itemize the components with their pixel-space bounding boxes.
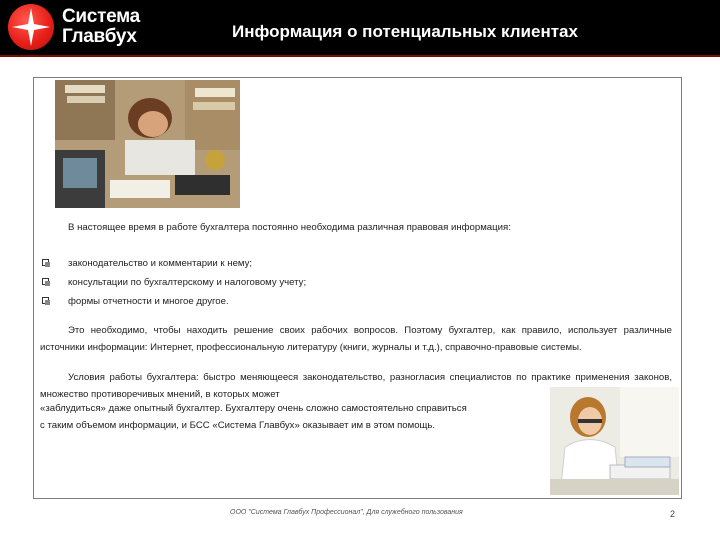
list-item: [42, 273, 642, 292]
paragraph-conditions: Условия работы бухгалтера: быстро меняющееся законодательство, разногласия специалистов по практике применения законов, множество противоречивых мнений, в которых может: [40, 372, 672, 400]
accountant-at-desk-photo: [550, 387, 679, 495]
brand-logo: [8, 4, 140, 50]
checkbox-bullet-icon: [42, 278, 49, 285]
footer-text: ООО "Система Главбух Профессионал", Для служебного пользования: [230, 509, 463, 516]
header-divider: [0, 55, 720, 57]
logo-line-2: Главбух: [62, 26, 137, 47]
info-list: [42, 254, 642, 311]
list-item-text: формы отчетности и многое другое.: [68, 296, 229, 307]
page-number: 2: [670, 509, 676, 519]
list-item: [42, 292, 642, 311]
star-logo-icon: [8, 4, 54, 50]
paragraph-conditions-continued: «заблудиться» даже опытный бухгалтер. Бухгалтеру очень сложно самостоятельно справиться с таким объемом информации, и БСС «Система Главбух» оказывает им в этом помощь.: [40, 403, 467, 431]
list-item-text: законодательство и комментарии к нему;: [68, 258, 253, 269]
page-title: Информация о потенциальных клиентах: [232, 22, 578, 41]
checkbox-bullet-icon: [42, 259, 49, 266]
intro-text: В настоящее время в работе бухгалтера постоянно необходима различная правовая информация:: [68, 222, 511, 233]
checkbox-bullet-icon: [42, 297, 49, 304]
busy-accountant-photo: [55, 80, 240, 208]
header-bar: [0, 0, 720, 55]
paragraph-sources: Это необходимо, чтобы находить решение своих рабочих вопросов. Поэтому бухгалтер, как правило, использует различные источники информации: Интернет, профессиональную литературу (книги, журналы и т.д.), справочно-правовые системы.: [40, 325, 672, 353]
list-item: [42, 254, 642, 273]
logo-text: [62, 7, 140, 47]
logo-line-1: Система: [62, 6, 140, 27]
list-item-text: консультации по бухгалтерскому и налоговому учету;: [68, 277, 307, 288]
